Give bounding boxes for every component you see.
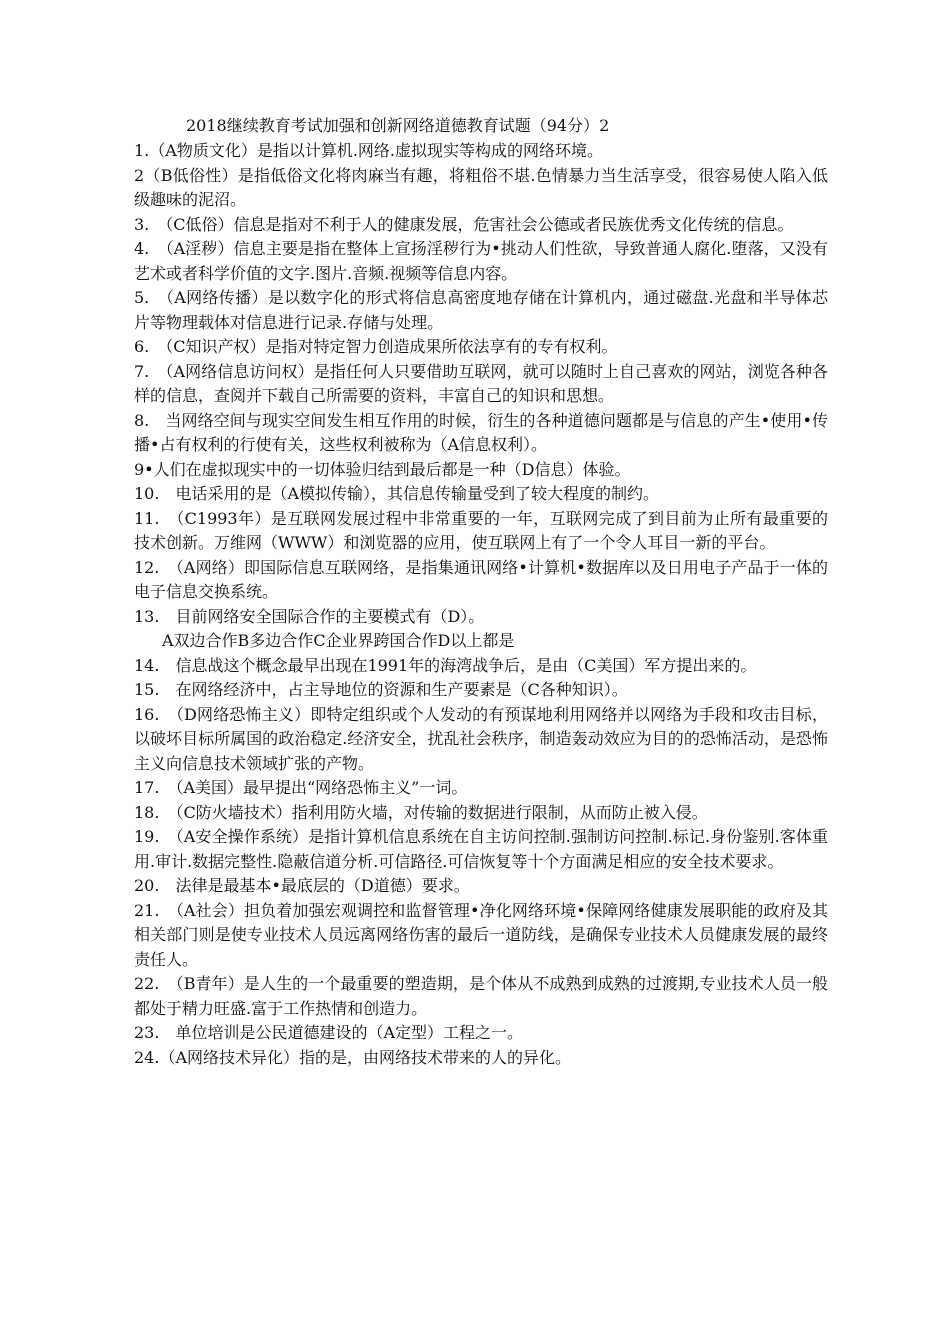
question-item: 18. （C防火墙技术）指利用防火墙，对传输的数据进行限制，从而防止被入侵。 <box>134 802 708 822</box>
question-item: 23. 单位培训是公民道德建设的（A定型）工程之一。 <box>134 1023 524 1042</box>
question-item: 15. 在网络经济中，占主导地位的资源和生产要素是（C各种知识）。 <box>134 680 628 699</box>
question-item: 9•人们在虚拟现实中的一切体验归结到最后都是一种（D信息）体验。 <box>134 459 631 479</box>
question-item: 21. （A社会）担负着加强宏观调控和监督管理•净化网络环境•保障网络健康发展职能的政府及其相关部门则是使专业技术人员远离网络伤害的最后一道防线，是确保专业技术人员健康发展的最终责任人。 <box>134 900 828 969</box>
question-item: 2（B低俗性）是指低俗文化将肉麻当有趣，将粗俗不堪.色情暴力当生活享受，很容易使人陷入低级趣味的泥沼。 <box>134 165 828 209</box>
document-title: 2018继续教育考试加强和创新网络道德教育试题（94分）2 <box>186 116 610 135</box>
question-item: 17. （A美国）最早提出“网络恐怖主义”一词。 <box>134 778 468 797</box>
question-item: 7. （A网络信息访问权）是指任何人只要借助互联网，就可以随时上自己喜欢的网站，浏览各种各样的信息，查阅并下载自己所需要的资料，丰富自己的知识和思想。 <box>134 361 828 405</box>
question-item: 13. 目前网络安全国际合作的主要模式有（D）。 <box>134 606 485 626</box>
question-item: 6. （C知识产权）是指对特定智力创造成果所依法享有的专有权利。 <box>134 337 618 356</box>
question-item: 4. （A淫秽）信息主要是指在整体上宣扬淫秽行为•挑动人们性欲，导致普通人腐化.堕落，又没有艺术或者科学价值的文字.图片.音频.视频等信息内容。 <box>134 239 828 283</box>
question-item: 14. 信息战这个概念最早出现在1991年的海湾战争后，是由（C美国）军方提出来的。 <box>134 655 757 675</box>
question-item: 5. （A网络传播）是以数字化的形式将信息高密度地存储在计算机内，通过磁盘.光盘和半导体芯片等物理载体对信息进行记录.存储与处理。 <box>134 288 828 332</box>
answer-options: A双边合作B多边合作C企业界跨国合作D以上都是 <box>162 631 515 650</box>
question-item: 1.（A物质文化）是指以计算机.网络.虚拟现实等构成的网络环境。 <box>134 141 603 160</box>
question-item: 19. （A安全操作系统）是指计算机信息系统在自主访问控制.强制访问控制.标记.身份鉴别.客体重用.审计.数据完整性.隐蔽信道分析.可信路径.可信恢复等十个方面满足相应的安全技术要求。 <box>134 827 828 871</box>
question-list <box>134 139 828 1070</box>
question-item: 12. （A网络）即国际信息互联网络，是指集通讯网络•计算机•数据库以及日用电子产品于一体的电子信息交换系统。 <box>134 557 828 601</box>
question-item: 11. （C1993年）是互联网发展过程中非常重要的一年，互联网完成了到目前为止所有最重要的技术创新。万维网（WWW）和浏览器的应用，使互联网上有了一个令人耳目一新的平台。 <box>134 508 828 552</box>
question-item: 20. 法律是最基本•最底层的（D道德）要求。 <box>134 876 470 895</box>
question-item: 24.（A网络技术异化）指的是，由网络技术带来的人的异化。 <box>134 1047 572 1067</box>
question-item: 3. （C低俗）信息是指对不利于人的健康发展，危害社会公德或者民族优秀文化传统的信息。 <box>134 214 794 234</box>
question-item: 16. （D网络恐怖主义）即特定组织或个人发动的有预谋地利用网络并以网络为手段和攻击目标，以破坏目标所属国的政治稳定.经济安全，扰乱社会秩序，制造轰动效应为目的的恐怖活动，是恐怖主义向信息技术领域扩张的产物。 <box>134 704 828 773</box>
question-item: 10. 电话采用的是（A模拟传输），其信息传输量受到了较大程度的制约。 <box>134 484 660 503</box>
question-item: 8. 当网络空间与现实空间发生相互作用的时候，衍生的各种道德问题都是与信息的产生•使用•传播•占有权利的行使有关，这些权利被称为（A信息权利）。 <box>134 410 828 454</box>
question-item: 22. （B青年）是人生的一个最重要的塑造期，是个体从不成熟到成熟的过渡期,专业技术人员一般都处于精力旺盛.富于工作热情和创造力。 <box>134 974 828 1018</box>
